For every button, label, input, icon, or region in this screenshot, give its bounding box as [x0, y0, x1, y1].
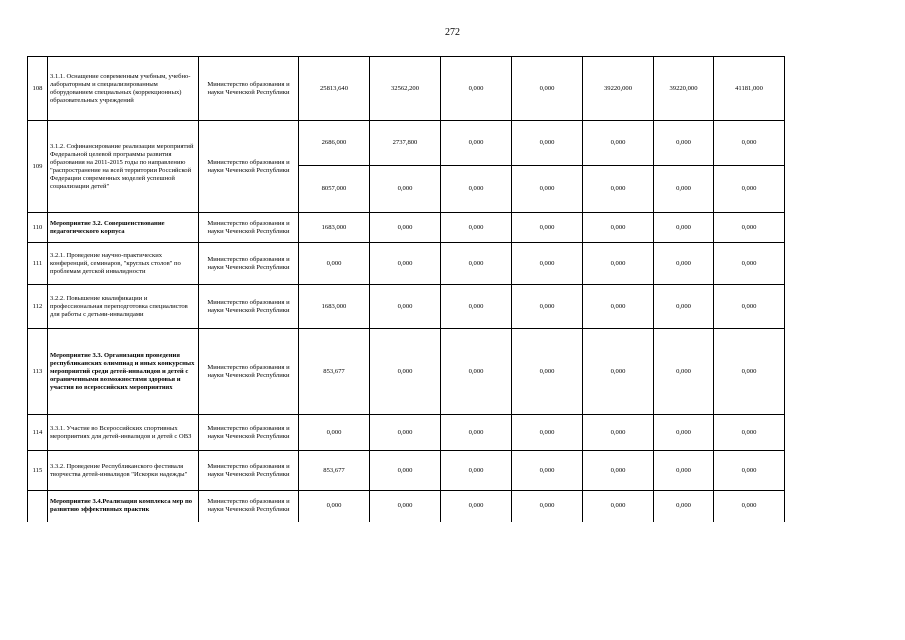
value-cell: 0,000 [441, 329, 512, 415]
value-cell: 0,000 [512, 213, 583, 243]
value-cell: 0,000 [370, 329, 441, 415]
activity-name: Мероприятие 3.3. Организация проведения республиканских олимпиад и иных конкурсных мероприятий среди детей-инвалидов и детей с ограниченными возможностями здоровья и участия во всероссийских мероприятиях [48, 329, 199, 415]
responsible-executor: Министерство образования и науки Чеченской Республики [199, 213, 299, 243]
value-cell: 0,000 [441, 415, 512, 451]
responsible-executor: Министерство образования и науки Чеченской Республики [199, 329, 299, 415]
value-cell: 0,000 [714, 121, 785, 166]
value-cell: 853,677 [299, 329, 370, 415]
value-cell: 0,000 [583, 121, 654, 166]
value-cell: 0,000 [512, 415, 583, 451]
value-cell: 0,000 [583, 415, 654, 451]
activity-name: 3.3.1. Участие во Всероссийских спортивных мероприятиях для детей-инвалидов и детей с ОВЗ [48, 415, 199, 451]
activity-name: Мероприятие 3.4.Реализация комплекса мер по развитию эффективных практик [48, 491, 199, 522]
value-cell: 8057,000 [299, 166, 370, 213]
value-cell: 0,000 [583, 451, 654, 491]
responsible-executor: Министерство образования и науки Чеченской Республики [199, 451, 299, 491]
value-cell: 0,000 [299, 491, 370, 522]
table-body [28, 57, 785, 522]
row-number: 113 [28, 329, 48, 415]
value-cell: 0,000 [654, 121, 714, 166]
value-cell: 0,000 [512, 285, 583, 329]
value-cell: 0,000 [714, 329, 785, 415]
value-cell: 0,000 [654, 285, 714, 329]
value-cell: 0,000 [441, 491, 512, 522]
value-cell: 0,000 [654, 329, 714, 415]
responsible-executor: Министерство образования и науки Чеченской Республики [199, 57, 299, 121]
responsible-executor: Министерство образования и науки Чеченской Республики [199, 285, 299, 329]
value-cell: 0,000 [370, 243, 441, 285]
value-cell: 0,000 [299, 415, 370, 451]
table-row [28, 491, 785, 522]
page-number: 272 [445, 27, 460, 38]
table-row [28, 243, 785, 285]
table-row [28, 121, 785, 166]
value-cell: 0,000 [370, 213, 441, 243]
activity-name: 3.2.2. Повышение квалификации и профессиональная переподготовка специалистов для работы с детьми-инвалидами [48, 285, 199, 329]
value-cell: 1683,000 [299, 213, 370, 243]
value-cell: 0,000 [714, 243, 785, 285]
value-cell: 0,000 [441, 213, 512, 243]
value-cell: 0,000 [370, 451, 441, 491]
value-cell: 0,000 [512, 121, 583, 166]
value-cell: 0,000 [512, 491, 583, 522]
value-cell: 39220,000 [583, 57, 654, 121]
responsible-executor: Министерство образования и науки Чеченской Республики [199, 243, 299, 285]
activity-name: 3.3.2. Проведение Республиканского фестиваля творчества детей-инвалидов "Искорки надежды" [48, 451, 199, 491]
value-cell: 0,000 [714, 415, 785, 451]
row-number: 115 [28, 451, 48, 491]
value-cell: 0,000 [441, 451, 512, 491]
table-row [28, 329, 785, 415]
table-row [28, 451, 785, 491]
value-cell: 0,000 [370, 285, 441, 329]
value-cell: 0,000 [583, 166, 654, 213]
value-cell: 0,000 [441, 285, 512, 329]
value-cell: 0,000 [441, 57, 512, 121]
row-number: 108 [28, 57, 48, 121]
value-cell: 0,000 [512, 166, 583, 213]
value-cell: 0,000 [370, 415, 441, 451]
value-cell: 0,000 [512, 329, 583, 415]
value-cell: 0,000 [441, 243, 512, 285]
budget-table [27, 56, 785, 522]
value-cell: 0,000 [654, 213, 714, 243]
value-cell: 2686,000 [299, 121, 370, 166]
value-cell: 0,000 [654, 491, 714, 522]
value-cell: 39220,000 [654, 57, 714, 121]
value-cell: 25813,640 [299, 57, 370, 121]
value-cell: 0,000 [370, 166, 441, 213]
value-cell: 0,000 [512, 451, 583, 491]
activity-name: 3.2.1. Проведение научно-практических конференций, семинаров, "круглых столов" по проблемам детской инвалидности [48, 243, 199, 285]
value-cell: 0,000 [583, 329, 654, 415]
value-cell: 0,000 [583, 491, 654, 522]
value-cell: 0,000 [441, 121, 512, 166]
activity-name: 3.1.1. Оснащение современным учебным, учебно-лабораторным и специализированным оборудованием специальных (коррекционных) образовательных учреждений [48, 57, 199, 121]
value-cell: 0,000 [441, 166, 512, 213]
row-number [28, 491, 48, 522]
responsible-executor: Министерство образования и науки Чеченской Республики [199, 121, 299, 213]
row-number: 114 [28, 415, 48, 451]
value-cell: 0,000 [654, 415, 714, 451]
value-cell: 0,000 [512, 243, 583, 285]
table-row [28, 415, 785, 451]
activity-name: 3.1.2. Софинансирование реализации мероприятий Федеральной целевой программы развития образования на 2011-2015 годы по направлению "распространение на всей территории Российской Федерации современных моделей успешной социализации детей" [48, 121, 199, 213]
value-cell: 1683,000 [299, 285, 370, 329]
row-number: 112 [28, 285, 48, 329]
row-number: 110 [28, 213, 48, 243]
value-cell: 853,677 [299, 451, 370, 491]
activity-name: Мероприятие 3.2. Совершенствование педагогического корпуса [48, 213, 199, 243]
table-row [28, 57, 785, 121]
value-cell: 0,000 [583, 243, 654, 285]
value-cell: 0,000 [714, 213, 785, 243]
value-cell: 0,000 [714, 166, 785, 213]
value-cell: 0,000 [714, 285, 785, 329]
value-cell: 0,000 [512, 57, 583, 121]
table-row [28, 213, 785, 243]
value-cell: 2737,800 [370, 121, 441, 166]
responsible-executor: Министерство образования и науки Чеченской Республики [199, 415, 299, 451]
value-cell: 0,000 [299, 243, 370, 285]
row-number: 111 [28, 243, 48, 285]
value-cell: 32562,200 [370, 57, 441, 121]
value-cell: 41181,000 [714, 57, 785, 121]
table-row [28, 285, 785, 329]
row-number: 109 [28, 121, 48, 213]
responsible-executor: Министерство образования и науки Чеченской Республики [199, 491, 299, 522]
value-cell: 0,000 [714, 451, 785, 491]
value-cell: 0,000 [654, 451, 714, 491]
value-cell: 0,000 [583, 213, 654, 243]
value-cell: 0,000 [654, 243, 714, 285]
value-cell: 0,000 [583, 285, 654, 329]
value-cell: 0,000 [654, 166, 714, 213]
value-cell: 0,000 [370, 491, 441, 522]
value-cell: 0,000 [714, 491, 785, 522]
